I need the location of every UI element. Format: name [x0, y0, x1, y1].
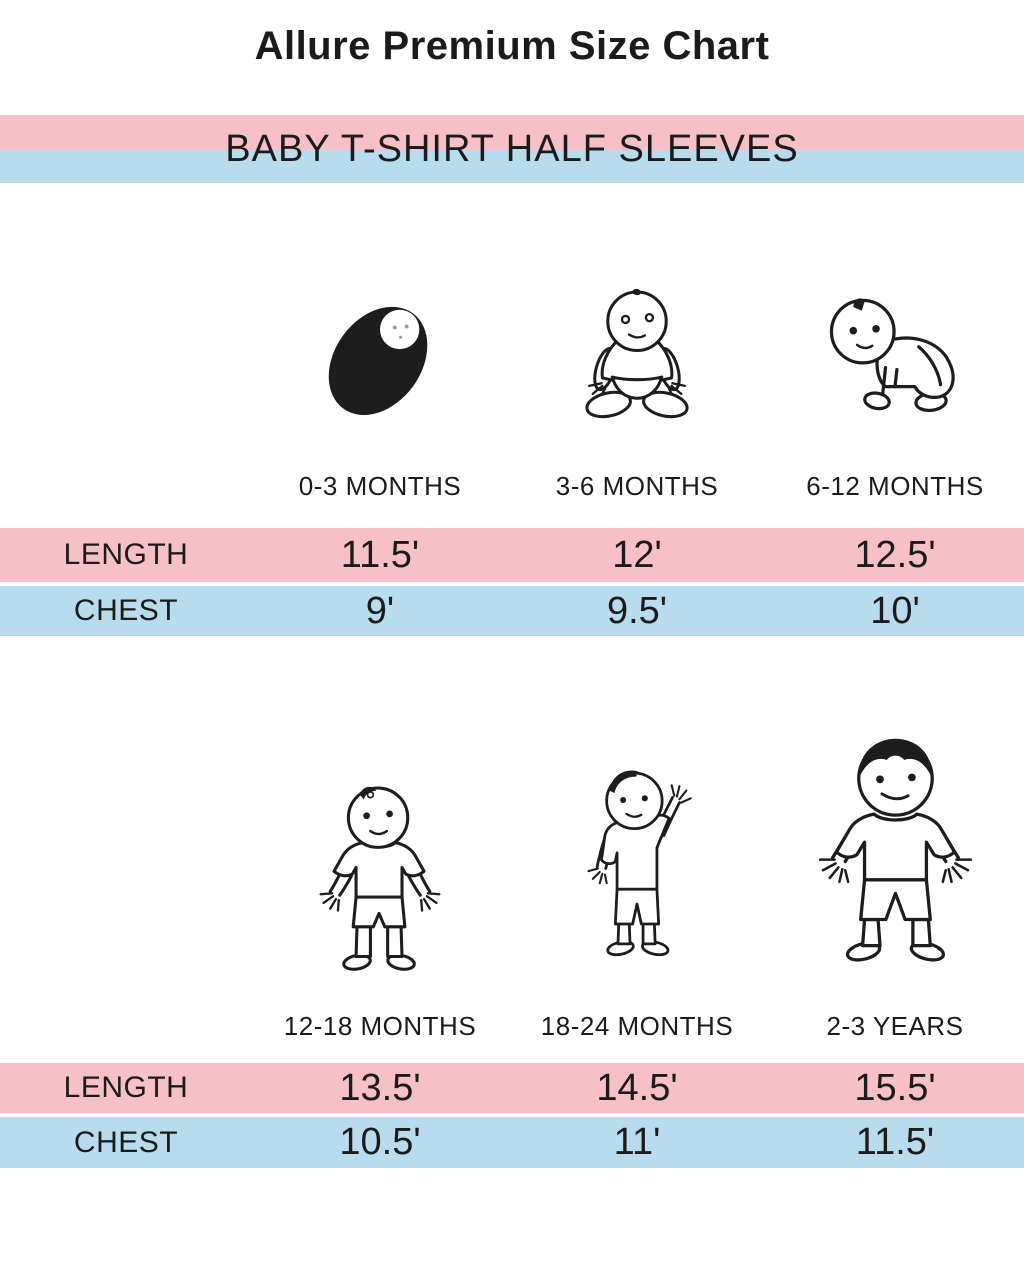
chest-value: 11'	[613, 1121, 661, 1163]
column-header-18-24-months: 18-24 MONTHS	[540, 1010, 734, 1041]
spacer-cell	[0, 1006, 252, 1046]
chest-value: 9'	[365, 589, 395, 632]
chest-value: 10.5'	[339, 1121, 421, 1163]
spacer-cell	[0, 732, 252, 976]
chest-label: CHEST	[73, 594, 179, 627]
standing-toddler-icon	[252, 732, 508, 976]
chest-value: 10'	[870, 589, 920, 632]
length-value: 11.5'	[340, 533, 420, 576]
column-header-0-3-months: 0-3 MONTHS	[298, 470, 462, 501]
column-headers-row-2	[0, 1006, 1024, 1046]
spacer-cell	[0, 282, 252, 424]
length-value: 12'	[612, 533, 662, 576]
column-header-12-18-months: 12-18 MONTHS	[283, 1010, 477, 1041]
column-header-3-6-months: 3-6 MONTHS	[555, 470, 719, 501]
age-icons-row-2	[0, 732, 1024, 972]
sitting-baby-icon	[508, 282, 766, 424]
product-subtitle: BABY T-SHIRT HALF SLEEVES	[225, 128, 799, 170]
age-icons-row-1	[0, 282, 1024, 424]
column-headers-row-1	[0, 466, 1024, 506]
length-value: 13.5'	[339, 1066, 421, 1109]
crawling-baby-icon	[766, 282, 1024, 424]
chest-value: 11.5'	[855, 1121, 935, 1163]
chest-row-1	[0, 586, 1024, 636]
waving-toddler-icon	[508, 732, 766, 976]
page-title: Allure Premium Size Chart	[254, 24, 770, 68]
length-value: 14.5'	[596, 1066, 678, 1109]
length-label: LENGTH	[63, 538, 189, 571]
length-row-1	[0, 528, 1024, 582]
spacer-cell	[0, 466, 252, 506]
length-label: LENGTH	[63, 1071, 189, 1104]
column-header-2-3-years: 2-3 YEARS	[826, 1010, 964, 1041]
length-row-2	[0, 1063, 1024, 1113]
swaddled-newborn-icon	[252, 282, 508, 424]
length-value: 12.5'	[854, 533, 936, 576]
column-header-6-12-months: 6-12 MONTHS	[806, 470, 984, 501]
standing-child-icon	[766, 732, 1024, 976]
chest-value: 9.5'	[606, 589, 668, 632]
chest-row-2	[0, 1117, 1024, 1168]
length-value: 15.5'	[854, 1066, 936, 1109]
chest-label: CHEST	[73, 1125, 179, 1159]
